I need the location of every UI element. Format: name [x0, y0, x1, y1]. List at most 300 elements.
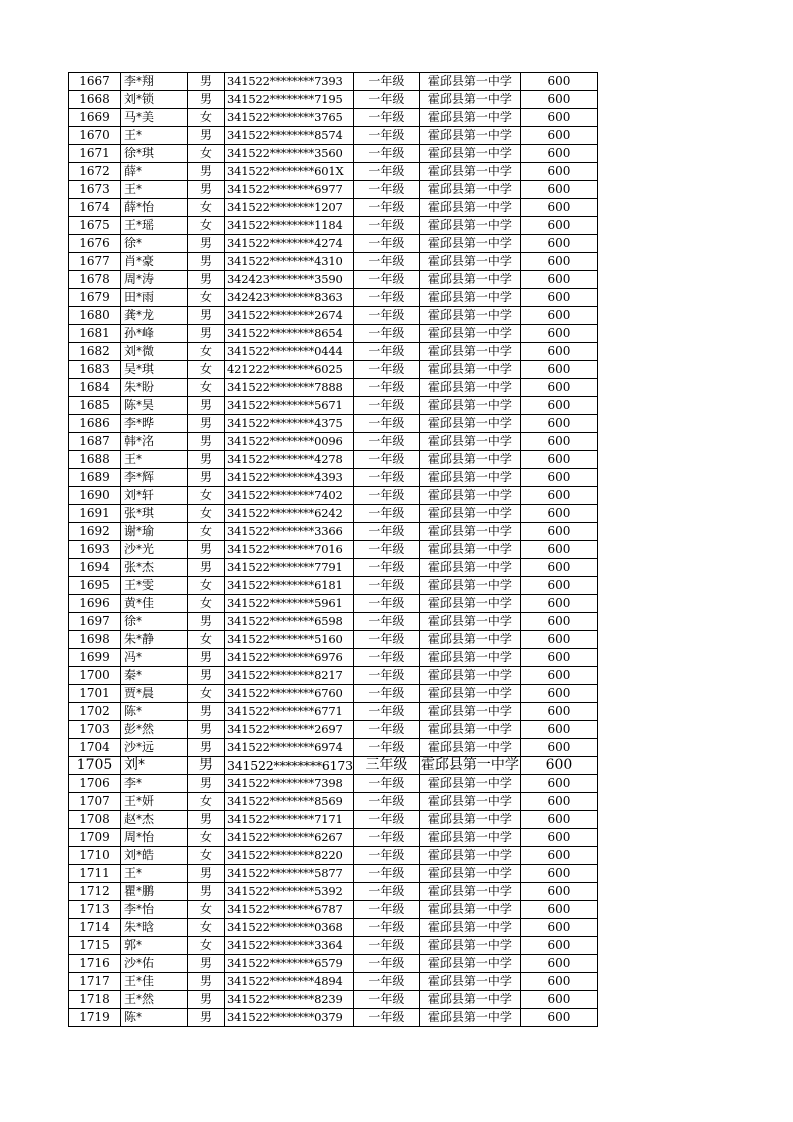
amount-cell: 600	[520, 631, 597, 649]
grade-cell: 一年级	[353, 685, 419, 703]
row-number-cell: 1706	[69, 775, 121, 793]
gender-cell: 女	[188, 145, 225, 163]
row-number-cell: 1719	[69, 1009, 121, 1027]
id-number-cell: 341522********0379	[225, 1009, 354, 1027]
amount-cell: 600	[520, 307, 597, 325]
student-name-cell: 王*	[121, 181, 188, 199]
row-number-cell: 1699	[69, 649, 121, 667]
school-cell: 霍邱县第一中学	[419, 217, 520, 235]
student-subsidy-table	[68, 72, 598, 1027]
grade-cell: 一年级	[353, 307, 419, 325]
amount-cell: 600	[520, 379, 597, 397]
school-cell: 霍邱县第一中学	[419, 73, 520, 91]
school-cell: 霍邱县第一中学	[419, 469, 520, 487]
grade-cell: 三年级	[353, 757, 419, 775]
gender-cell: 女	[188, 919, 225, 937]
row-number-cell: 1681	[69, 325, 121, 343]
table-row	[69, 703, 598, 721]
table-row	[69, 217, 598, 235]
amount-cell: 600	[520, 775, 597, 793]
row-number-cell: 1705	[69, 757, 121, 775]
row-number-cell: 1707	[69, 793, 121, 811]
student-name-cell: 李*	[121, 775, 188, 793]
gender-cell: 男	[188, 955, 225, 973]
amount-cell: 600	[520, 271, 597, 289]
amount-cell: 600	[520, 325, 597, 343]
gender-cell: 女	[188, 505, 225, 523]
student-name-cell: 周*怡	[121, 829, 188, 847]
gender-cell: 男	[188, 253, 225, 271]
table-row	[69, 667, 598, 685]
id-number-cell: 341522********5877	[225, 865, 354, 883]
amount-cell: 600	[520, 595, 597, 613]
amount-cell: 600	[520, 919, 597, 937]
grade-cell: 一年级	[353, 703, 419, 721]
id-number-cell: 341522********7195	[225, 91, 354, 109]
gender-cell: 女	[188, 595, 225, 613]
grade-cell: 一年级	[353, 379, 419, 397]
school-cell: 霍邱县第一中学	[419, 775, 520, 793]
table-row	[69, 433, 598, 451]
grade-cell: 一年级	[353, 649, 419, 667]
row-number-cell: 1686	[69, 415, 121, 433]
table-row	[69, 883, 598, 901]
table-row	[69, 163, 598, 181]
student-name-cell: 徐*	[121, 235, 188, 253]
row-number-cell: 1709	[69, 829, 121, 847]
school-cell: 霍邱县第一中学	[419, 199, 520, 217]
school-cell: 霍邱县第一中学	[419, 163, 520, 181]
student-name-cell: 刘*微	[121, 343, 188, 361]
school-cell: 霍邱县第一中学	[419, 973, 520, 991]
gender-cell: 男	[188, 397, 225, 415]
id-number-cell: 341522********1184	[225, 217, 354, 235]
gender-cell: 男	[188, 451, 225, 469]
school-cell: 霍邱县第一中学	[419, 127, 520, 145]
gender-cell: 男	[188, 181, 225, 199]
amount-cell: 600	[520, 397, 597, 415]
amount-cell: 600	[520, 73, 597, 91]
row-number-cell: 1713	[69, 901, 121, 919]
table-row	[69, 811, 598, 829]
table-row	[69, 829, 598, 847]
table-row	[69, 289, 598, 307]
amount-cell: 600	[520, 973, 597, 991]
student-name-cell: 徐*	[121, 613, 188, 631]
id-number-cell: 341522********4310	[225, 253, 354, 271]
school-cell: 霍邱县第一中学	[419, 811, 520, 829]
gender-cell: 女	[188, 793, 225, 811]
gender-cell: 女	[188, 199, 225, 217]
school-cell: 霍邱县第一中学	[419, 145, 520, 163]
school-cell: 霍邱县第一中学	[419, 433, 520, 451]
grade-cell: 一年级	[353, 343, 419, 361]
school-cell: 霍邱县第一中学	[419, 361, 520, 379]
school-cell: 霍邱县第一中学	[419, 919, 520, 937]
gender-cell: 男	[188, 325, 225, 343]
school-cell: 霍邱县第一中学	[419, 415, 520, 433]
id-number-cell: 341522********6579	[225, 955, 354, 973]
amount-cell: 600	[520, 991, 597, 1009]
gender-cell: 男	[188, 433, 225, 451]
gender-cell: 男	[188, 271, 225, 289]
amount-cell: 600	[520, 523, 597, 541]
grade-cell: 一年级	[353, 163, 419, 181]
grade-cell: 一年级	[353, 541, 419, 559]
grade-cell: 一年级	[353, 847, 419, 865]
row-number-cell: 1700	[69, 667, 121, 685]
id-number-cell: 341522********7888	[225, 379, 354, 397]
gender-cell: 男	[188, 757, 225, 775]
gender-cell: 男	[188, 649, 225, 667]
table-row	[69, 919, 598, 937]
grade-cell: 一年级	[353, 487, 419, 505]
table-body	[69, 73, 598, 1027]
id-number-cell: 341522********0444	[225, 343, 354, 361]
amount-cell: 600	[520, 487, 597, 505]
table-row	[69, 523, 598, 541]
grade-cell: 一年级	[353, 865, 419, 883]
id-number-cell: 341522********3560	[225, 145, 354, 163]
table-row	[69, 937, 598, 955]
table-row	[69, 235, 598, 253]
gender-cell: 男	[188, 865, 225, 883]
row-number-cell: 1670	[69, 127, 121, 145]
student-name-cell: 薛*怡	[121, 199, 188, 217]
school-cell: 霍邱县第一中学	[419, 901, 520, 919]
amount-cell: 600	[520, 1009, 597, 1027]
row-number-cell: 1694	[69, 559, 121, 577]
gender-cell: 男	[188, 559, 225, 577]
school-cell: 霍邱县第一中学	[419, 613, 520, 631]
school-cell: 霍邱县第一中学	[419, 991, 520, 1009]
amount-cell: 600	[520, 739, 597, 757]
id-number-cell: 341522********4393	[225, 469, 354, 487]
student-name-cell: 张*杰	[121, 559, 188, 577]
row-number-cell: 1680	[69, 307, 121, 325]
row-number-cell: 1676	[69, 235, 121, 253]
id-number-cell: 342423********8363	[225, 289, 354, 307]
school-cell: 霍邱县第一中学	[419, 343, 520, 361]
school-cell: 霍邱县第一中学	[419, 847, 520, 865]
gender-cell: 女	[188, 829, 225, 847]
amount-cell: 600	[520, 199, 597, 217]
id-number-cell: 341522********6173	[225, 757, 354, 775]
id-number-cell: 341522********8217	[225, 667, 354, 685]
student-name-cell: 朱*盼	[121, 379, 188, 397]
amount-cell: 600	[520, 415, 597, 433]
gender-cell: 女	[188, 685, 225, 703]
id-number-cell: 341522********6787	[225, 901, 354, 919]
table-row	[69, 91, 598, 109]
grade-cell: 一年级	[353, 109, 419, 127]
gender-cell: 女	[188, 577, 225, 595]
table-row	[69, 649, 598, 667]
row-number-cell: 1682	[69, 343, 121, 361]
school-cell: 霍邱县第一中学	[419, 91, 520, 109]
gender-cell: 女	[188, 361, 225, 379]
row-number-cell: 1678	[69, 271, 121, 289]
school-cell: 霍邱县第一中学	[419, 793, 520, 811]
table-row	[69, 775, 598, 793]
gender-cell: 男	[188, 775, 225, 793]
gender-cell: 男	[188, 415, 225, 433]
student-name-cell: 刘*锁	[121, 91, 188, 109]
school-cell: 霍邱县第一中学	[419, 955, 520, 973]
grade-cell: 一年级	[353, 919, 419, 937]
student-name-cell: 冯*	[121, 649, 188, 667]
id-number-cell: 341522********8569	[225, 793, 354, 811]
id-number-cell: 341522********5961	[225, 595, 354, 613]
student-name-cell: 薛*	[121, 163, 188, 181]
grade-cell: 一年级	[353, 523, 419, 541]
student-name-cell: 王*瑶	[121, 217, 188, 235]
grade-cell: 一年级	[353, 667, 419, 685]
student-name-cell: 王*然	[121, 991, 188, 1009]
row-number-cell: 1673	[69, 181, 121, 199]
id-number-cell: 341522********5160	[225, 631, 354, 649]
id-number-cell: 341522********7398	[225, 775, 354, 793]
amount-cell: 600	[520, 217, 597, 235]
school-cell: 霍邱县第一中学	[419, 883, 520, 901]
table-row	[69, 307, 598, 325]
id-number-cell: 341522********6242	[225, 505, 354, 523]
school-cell: 霍邱县第一中学	[419, 397, 520, 415]
amount-cell: 600	[520, 883, 597, 901]
gender-cell: 女	[188, 937, 225, 955]
student-name-cell: 吴*琪	[121, 361, 188, 379]
amount-cell: 600	[520, 343, 597, 361]
gender-cell: 男	[188, 991, 225, 1009]
table-row	[69, 415, 598, 433]
table-row	[69, 469, 598, 487]
grade-cell: 一年级	[353, 505, 419, 523]
row-number-cell: 1677	[69, 253, 121, 271]
gender-cell: 女	[188, 523, 225, 541]
table-row	[69, 757, 598, 775]
grade-cell: 一年级	[353, 937, 419, 955]
table-row	[69, 901, 598, 919]
grade-cell: 一年级	[353, 91, 419, 109]
id-number-cell: 341522********4274	[225, 235, 354, 253]
amount-cell: 600	[520, 559, 597, 577]
school-cell: 霍邱县第一中学	[419, 865, 520, 883]
row-number-cell: 1708	[69, 811, 121, 829]
table-row	[69, 199, 598, 217]
gender-cell: 女	[188, 109, 225, 127]
row-number-cell: 1702	[69, 703, 121, 721]
amount-cell: 600	[520, 577, 597, 595]
table-row	[69, 361, 598, 379]
amount-cell: 600	[520, 937, 597, 955]
row-number-cell: 1703	[69, 721, 121, 739]
grade-cell: 一年级	[353, 199, 419, 217]
table-row	[69, 865, 598, 883]
grade-cell: 一年级	[353, 955, 419, 973]
amount-cell: 600	[520, 757, 597, 775]
school-cell: 霍邱县第一中学	[419, 451, 520, 469]
id-number-cell: 341522********6771	[225, 703, 354, 721]
grade-cell: 一年级	[353, 793, 419, 811]
student-name-cell: 赵*杰	[121, 811, 188, 829]
grade-cell: 一年级	[353, 235, 419, 253]
gender-cell: 女	[188, 487, 225, 505]
id-number-cell: 341522********6976	[225, 649, 354, 667]
student-name-cell: 郭*	[121, 937, 188, 955]
school-cell: 霍邱县第一中学	[419, 523, 520, 541]
student-name-cell: 田*雨	[121, 289, 188, 307]
amount-cell: 600	[520, 91, 597, 109]
grade-cell: 一年级	[353, 1009, 419, 1027]
id-number-cell: 341522********601X	[225, 163, 354, 181]
id-number-cell: 341522********8574	[225, 127, 354, 145]
table-row	[69, 577, 598, 595]
grade-cell: 一年级	[353, 415, 419, 433]
table-row	[69, 739, 598, 757]
school-cell: 霍邱县第一中学	[419, 253, 520, 271]
grade-cell: 一年级	[353, 811, 419, 829]
student-name-cell: 李*翔	[121, 73, 188, 91]
grade-cell: 一年级	[353, 451, 419, 469]
row-number-cell: 1714	[69, 919, 121, 937]
amount-cell: 600	[520, 613, 597, 631]
school-cell: 霍邱县第一中学	[419, 235, 520, 253]
amount-cell: 600	[520, 811, 597, 829]
gender-cell: 男	[188, 469, 225, 487]
id-number-cell: 341522********7393	[225, 73, 354, 91]
school-cell: 霍邱县第一中学	[419, 1009, 520, 1027]
gender-cell: 女	[188, 343, 225, 361]
id-number-cell: 341522********7016	[225, 541, 354, 559]
id-number-cell: 342423********3590	[225, 271, 354, 289]
grade-cell: 一年级	[353, 181, 419, 199]
school-cell: 霍邱县第一中学	[419, 577, 520, 595]
table-row	[69, 721, 598, 739]
school-cell: 霍邱县第一中学	[419, 829, 520, 847]
school-cell: 霍邱县第一中学	[419, 271, 520, 289]
id-number-cell: 341522********6977	[225, 181, 354, 199]
table-row	[69, 181, 598, 199]
grade-cell: 一年级	[353, 631, 419, 649]
student-name-cell: 马*美	[121, 109, 188, 127]
school-cell: 霍邱县第一中学	[419, 181, 520, 199]
id-number-cell: 341522********4375	[225, 415, 354, 433]
row-number-cell: 1695	[69, 577, 121, 595]
table-row	[69, 847, 598, 865]
school-cell: 霍邱县第一中学	[420, 757, 519, 773]
row-number-cell: 1712	[69, 883, 121, 901]
gender-cell: 女	[188, 901, 225, 919]
id-number-cell: 421222********6025	[225, 361, 354, 379]
id-number-cell: 341522********5392	[225, 883, 354, 901]
table-row	[69, 145, 598, 163]
id-number-cell: 341522********7402	[225, 487, 354, 505]
student-name-cell: 沙*佑	[121, 955, 188, 973]
gender-cell: 男	[188, 91, 225, 109]
student-name-cell: 贾*晨	[121, 685, 188, 703]
grade-cell: 一年级	[353, 721, 419, 739]
grade-cell: 一年级	[353, 613, 419, 631]
school-cell: 霍邱县第一中学	[419, 739, 520, 757]
gender-cell: 男	[188, 541, 225, 559]
school-cell: 霍邱县第一中学	[419, 541, 520, 559]
id-number-cell: 341522********8239	[225, 991, 354, 1009]
gender-cell: 男	[188, 235, 225, 253]
gender-cell: 女	[188, 631, 225, 649]
amount-cell: 600	[520, 433, 597, 451]
gender-cell: 男	[188, 703, 225, 721]
grade-cell: 一年级	[353, 469, 419, 487]
grade-cell: 一年级	[353, 595, 419, 613]
grade-cell: 一年级	[353, 145, 419, 163]
id-number-cell: 341522********8654	[225, 325, 354, 343]
student-name-cell: 朱*静	[121, 631, 188, 649]
table-row	[69, 325, 598, 343]
table-row	[69, 595, 598, 613]
row-number-cell: 1698	[69, 631, 121, 649]
student-name-cell: 沙*光	[121, 541, 188, 559]
gender-cell: 女	[188, 217, 225, 235]
school-cell: 霍邱县第一中学	[419, 307, 520, 325]
amount-cell: 600	[520, 793, 597, 811]
row-number-cell: 1697	[69, 613, 121, 631]
amount-cell: 600	[520, 955, 597, 973]
id-number-cell: 341522********1207	[225, 199, 354, 217]
table-row	[69, 505, 598, 523]
amount-cell: 600	[520, 667, 597, 685]
table-row	[69, 73, 598, 91]
id-number-cell: 341522********2674	[225, 307, 354, 325]
amount-cell: 600	[520, 163, 597, 181]
amount-cell: 600	[520, 685, 597, 703]
grade-cell: 一年级	[353, 433, 419, 451]
gender-cell: 男	[188, 811, 225, 829]
table-row	[69, 253, 598, 271]
student-name-cell: 刘*轩	[121, 487, 188, 505]
amount-cell: 600	[520, 145, 597, 163]
student-name-cell: 孙*峰	[121, 325, 188, 343]
row-number-cell: 1710	[69, 847, 121, 865]
table-row	[69, 955, 598, 973]
student-name-cell: 沙*远	[121, 739, 188, 757]
id-number-cell: 341522********7171	[225, 811, 354, 829]
student-name-cell: 王*	[121, 451, 188, 469]
amount-cell: 600	[520, 361, 597, 379]
student-name-cell: 徐*琪	[121, 145, 188, 163]
school-cell: 霍邱县第一中学	[419, 109, 520, 127]
id-number-cell: 341522********3364	[225, 937, 354, 955]
grade-cell: 一年级	[353, 271, 419, 289]
id-number-cell: 341522********8220	[225, 847, 354, 865]
school-cell: 霍邱县第一中学	[419, 505, 520, 523]
amount-cell: 600	[520, 109, 597, 127]
row-number-cell: 1715	[69, 937, 121, 955]
student-name-cell: 李*晔	[121, 415, 188, 433]
gender-cell: 女	[188, 379, 225, 397]
grade-cell: 一年级	[353, 973, 419, 991]
id-number-cell: 341522********0368	[225, 919, 354, 937]
row-number-cell: 1690	[69, 487, 121, 505]
row-number-cell: 1685	[69, 397, 121, 415]
id-number-cell: 341522********7791	[225, 559, 354, 577]
id-number-cell: 341522********6760	[225, 685, 354, 703]
amount-cell: 600	[520, 253, 597, 271]
amount-cell: 600	[520, 847, 597, 865]
row-number-cell: 1687	[69, 433, 121, 451]
school-cell: 霍邱县第一中学	[419, 289, 520, 307]
table-row	[69, 379, 598, 397]
grade-cell: 一年级	[353, 325, 419, 343]
